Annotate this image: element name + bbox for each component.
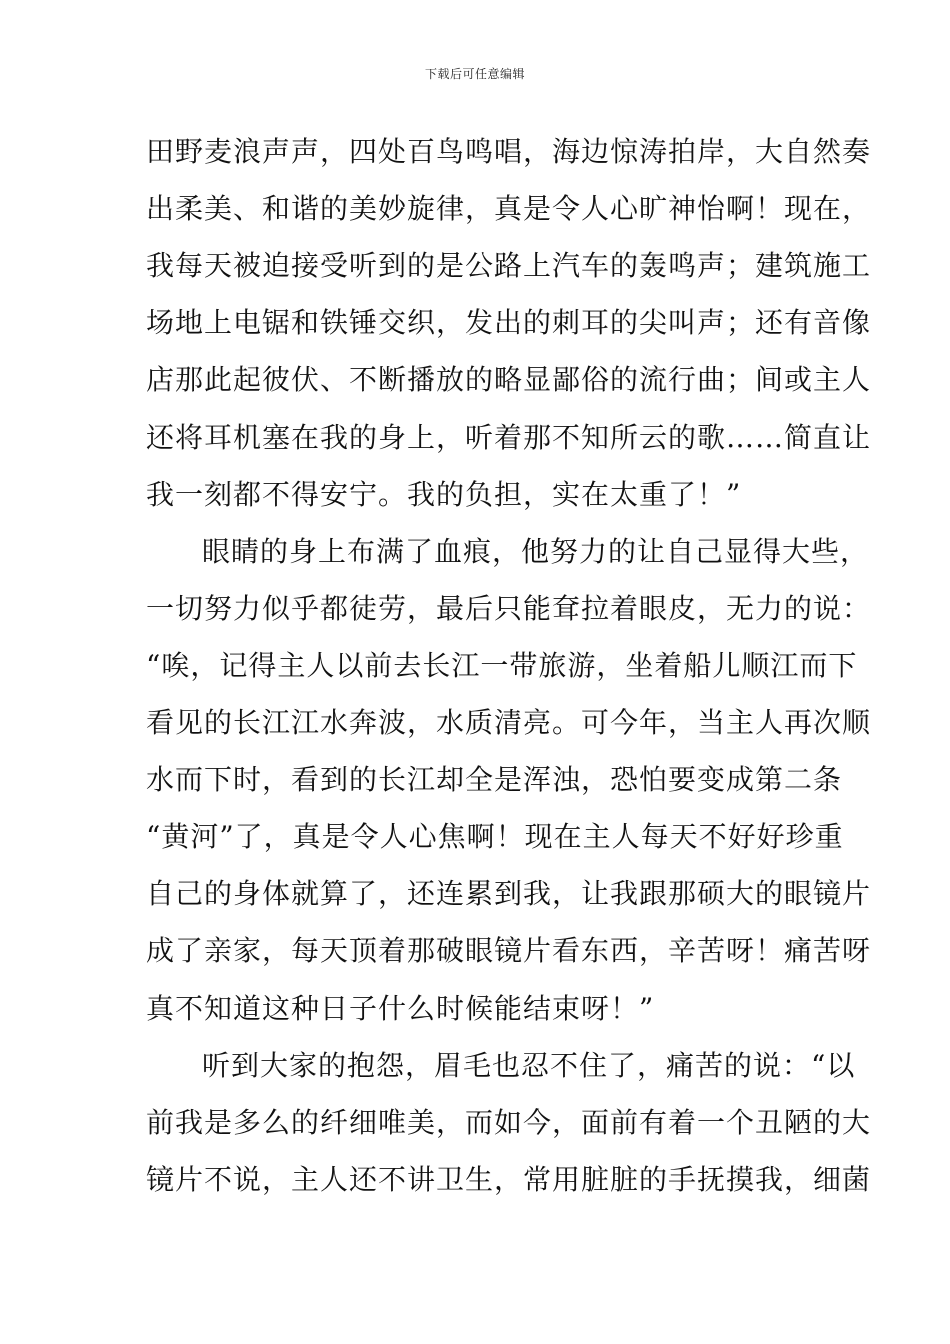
text-line: 听到大家的抱怨，眉毛也忍不住了，痛苦的说：“以	[202, 1048, 856, 1082]
text-line: 出柔美、和谐的美妙旋律，真是令人心旷神怡啊！现在，	[146, 192, 872, 226]
text-line: 看见的长江江水奔波，水质清亮。可今年，当主人再次顺	[146, 706, 872, 739]
text-line: 真不知道这种日子什么时候能结束呀！”	[146, 991, 655, 1025]
text-line: 田野麦浪声声，四处百鸟鸣唱，海边惊涛拍岸，大自然奏	[146, 135, 872, 168]
text-line: 场地上电锯和铁锤交织，发出的刺耳的尖叫声；还有音像	[146, 306, 872, 340]
text-line: “黄河”了，真是令人心焦啊！现在主人每天不好好珍重	[146, 820, 844, 854]
text-line: 还将耳机塞在我的身上，听着那不知所云的歌……简直让	[146, 420, 872, 454]
text-line: 我每天被迫接受听到的是公路上汽车的轰鸣声；建筑施工	[146, 249, 872, 283]
text-line: 一切努力似乎都徒劳，最后只能耷拉着眼皮，无力的说：	[146, 591, 872, 625]
text-line: 店那此起彼伏、不断播放的略显鄙俗的流行曲；间或主人	[146, 363, 872, 397]
text-line: 自己的身体就算了，还连累到我，让我跟那硕大的眼镜片	[146, 877, 872, 911]
page-header: 下载后可任意编辑	[424, 67, 525, 81]
text-line: 水而下时，看到的长江却全是浑浊，恐怕要变成第二条	[146, 763, 843, 797]
text-line: 成了亲家，每天顶着那破眼镜片看东西，辛苦呀！痛苦呀	[146, 934, 872, 968]
text-line: 镜片不说，主人还不讲卫生，常用脏脏的手抚摸我，细菌	[146, 1162, 872, 1196]
text-line: 眼睛的身上布满了血痕，他努力的让自己显得大些，	[202, 534, 870, 568]
text-line: “唉，记得主人以前去长江一带旅游，坐着船儿顺江而下	[146, 648, 858, 682]
text-line: 我一刻都不得安宁。我的负担，实在太重了！”	[146, 477, 742, 511]
text-line: 前我是多么的纤细唯美，而如今，面前有着一个丑陋的大	[146, 1105, 872, 1139]
